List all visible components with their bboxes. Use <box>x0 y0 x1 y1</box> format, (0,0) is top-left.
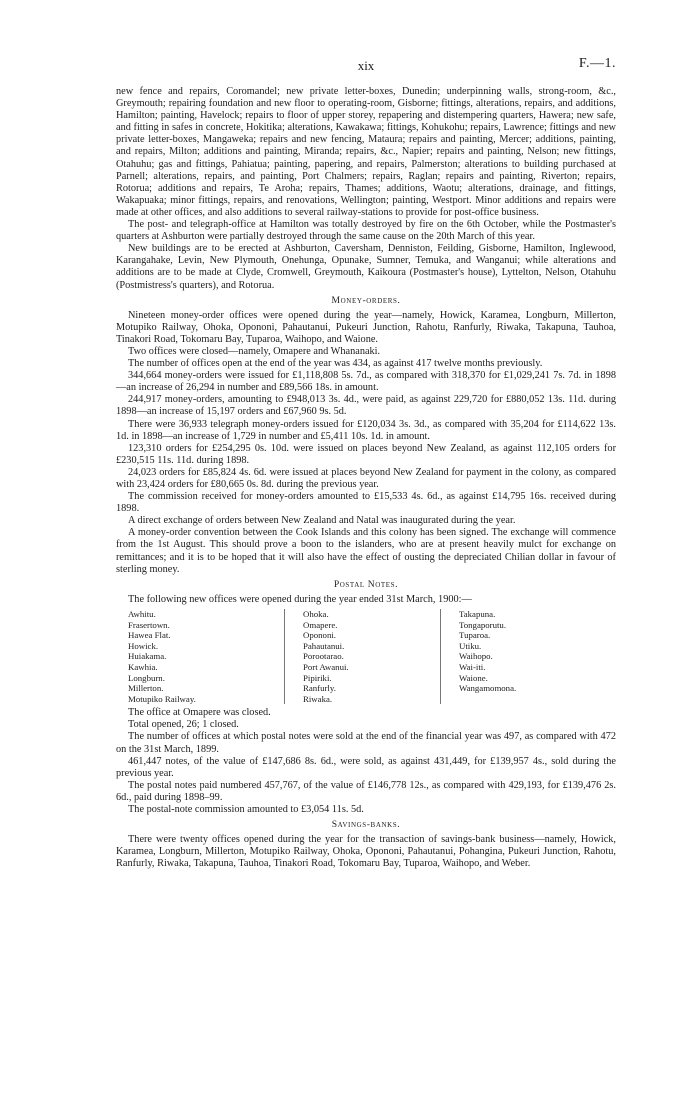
paragraph: The office at Omapere was closed. <box>128 707 271 719</box>
list-item: Utiku. <box>459 640 482 651</box>
section-heading: Money-orders. <box>331 294 401 306</box>
list-item: Frasertown. <box>128 619 170 630</box>
list-item: Ohoka. <box>303 608 329 619</box>
paragraph: Total opened, 26; 1 closed. <box>128 719 239 731</box>
paragraph: There were twenty offices opened during the year for the transaction of savings-bank business—namely, Howick, Karamea, Longburn, Millerton, Motupiko Railway, Ohoka, Opononi, Pahautanui, Pohangina, Pukeuri Junction, Rahotu, Ranfurly, Riwaka, Takapuna, Tauhoa, Tinakori Road, Tokomaru Bay, Tuparoa, Waihopo, and Weber. <box>116 834 616 870</box>
list-item: Wangamomona. <box>459 683 517 694</box>
list-item: Hawea Flat. <box>128 630 171 641</box>
list-item: Tuparoa. <box>459 630 491 641</box>
list-item: Port Awanui. <box>303 661 349 672</box>
list-item: Millerton. <box>128 683 164 694</box>
page-number: xix <box>357 58 375 73</box>
list-item: Waione. <box>459 672 488 683</box>
list-item: Riwaka. <box>303 693 333 704</box>
paragraph: new fence and repairs, Coromandel; new private letter-boxes, Dunedin; underpinning walls, strong-room, &c., Greymouth; repairing foundation and new floor to operating-room, Gisborne; fittings, alterations, repairs, and additions, Hamilton; painting, Havelock; repairs to floor of upper storey, repapering and distempering quarters, Hawera; new safe, and fitting in safes in concrete, Hokitika; alterations, Kawakawa; fittings, Kohukohu; repairs, Lawrence; fittings and new private letter-boxes, Mangaweka; repairs and new fencing, Mataura; repairs and painting, Mercer; additions, painting, and repairs, Milton; additions and painting, Miranda; repairs, &c., Napier; repairs and painting, Nelson; new fittings, Otahuhu; gas and fittings, Pahiatua; painting, papering, and repairs, Palmerston; alterations to building purchased at Parnell; alterations, repairs, and painting, Port Chalmers; repairs, Raglan; repairs and painting, Riverton; repairs, Rotorua; additions and repairs, Te Aroha; repairs, Thames; additions, Waotu; alterations, drainage, and fittings, Wakapuaka; minor fittings, repairs, and renovations, Wellington; painting, Westport. Minor additions and repairs were made at other offices, and also additions to several railway-stations to provide for post-office business. <box>116 86 616 218</box>
list-item: Longburn. <box>128 672 165 683</box>
paragraph: New buildings are to be erected at Ashburton, Caversham, Denniston, Feilding, Gisborne, Hamilton, Inglewood, Karangahake, Levin, New Plymouth, Onehunga, Opunake, Sumner, Temuka, and Wanganui; while alterations and additions are to be made at Clyde, Cromwell, Greymouth, Kaikoura (Postmaster's house), Lyttelton, Nelson, Otahuhu (Postmistress's quarters), and Rotorua. <box>116 243 616 291</box>
paragraph: The number of offices open at the end of the year was 434, as against 417 twelve months previously. <box>128 358 543 370</box>
list-item: Pahautanui. <box>303 640 345 651</box>
list-item: Tongaporutu. <box>459 619 507 630</box>
paragraph: 244,917 money-orders, amounting to £948,013 3s. 4d., were paid, as against 229,720 for £880,052 13s. 11d. during 1898—an increase of 15,197 orders and £67,960 9s. 5d. <box>116 394 616 418</box>
list-item: Huiakama. <box>128 651 167 662</box>
list-item: Opononi. <box>303 630 336 641</box>
paragraph: The following new offices were opened during the year ended 31st March, 1900:— <box>128 593 472 605</box>
list-item: Waihopo. <box>459 651 493 662</box>
paragraph: 344,664 money-orders were issued for £1,118,808 5s. 7d., as compared with 318,370 for £1,029,241 7s. 7d. in 1898—an increase of 26,294 in number and £89,566 18s. in amount. <box>116 370 616 394</box>
paragraph: 24,023 orders for £85,824 4s. 6d. were issued at places beyond New Zealand for payment in the colony, as compared with 23,424 orders for £80,665 0s. 8d. during the previous year. <box>116 466 616 490</box>
list-item: Motupiko Railway. <box>128 693 196 704</box>
paragraph: A money-order convention between the Cook Islands and this colony has been signed. The exchange will commence from the 1st August. This should prove a boon to the islanders, who are at present heavily mulct for exchange on remittances; and it is to be hoped that it will also have the effect of ousting the depreciated Chilian dollar in favour of sterling money. <box>116 527 616 575</box>
page-header <box>116 58 616 80</box>
paragraph: The number of offices at which postal notes were sold at the end of the financial year was 497, as compared with 472 on the 31st March, 1899. <box>116 731 616 755</box>
list-item: Porootarao. <box>303 651 344 662</box>
paragraph: A direct exchange of orders between New Zealand and Natal was inaugurated during the year. <box>128 515 516 527</box>
list-item: Kawhia. <box>128 661 158 672</box>
list-item: Pipiriki. <box>303 672 332 683</box>
postal-notes-section <box>116 579 616 816</box>
paragraph: Nineteen money-order offices were opened during the year—namely, Howick, Karamea, Longburn, Millerton, Motupiko Railway, Ohoka, Opononi, Pahautanui, Pukeuri Junction, Rahotu, Ranfurly, Riwaka, Takapuna, Tauhoa, Tinakori Road, Tokomaru Bay, Tuparoa, Waihopo, and Waione. <box>116 309 616 345</box>
paragraph: The post- and telegraph-office at Hamilton was totally destroyed by fire on the 6th October, while the Postmaster's quarters at Ashburton were partially destroyed through the same cause on the 20th March of this year. <box>116 219 616 243</box>
office-list-table <box>128 609 596 704</box>
paragraph: 461,447 notes, of the value of £147,686 8s. 6d., were sold, as against 431,449, for £139,957 4s., sold during the previous year. <box>116 755 616 779</box>
list-item: Howick. <box>128 640 159 651</box>
paragraph: Two offices were closed—namely, Omapere and Whananaki. <box>128 345 381 357</box>
paragraph: The postal notes paid numbered 457,767, of the value of £146,778 12s., as compared with 429,193, for £139,476 2s. 6d., paid during 1898–99. <box>116 779 616 803</box>
section-heading: Savings-banks. <box>331 819 401 831</box>
section-heading: Postal Notes. <box>333 578 399 590</box>
paragraph: The commission received for money-orders amounted to £15,533 4s. 6d., as against £14,795 16s. received during 1898. <box>116 491 616 515</box>
list-item: Omapere. <box>303 619 338 630</box>
list-item: Ranfurly. <box>303 683 336 694</box>
intro-section <box>116 86 616 292</box>
paragraph: There were 36,933 telegraph money-orders issued for £120,034 3s. 3d., as compared with 35,204 for £114,622 13s. 1d. in 1898—an increase of 1,729 in number and £5,411 10s. 1d. in amount. <box>116 418 616 442</box>
office-list-column <box>440 609 596 704</box>
office-list-column <box>284 609 440 704</box>
paragraph: 123,310 orders for £254,295 0s. 10d. were issued on places beyond New Zealand, as against 112,105 orders for £230,515 11s. 11d. during 1898. <box>116 442 616 466</box>
list-item: Takapuna. <box>459 608 496 619</box>
document-reference: F.—1. <box>578 56 616 71</box>
list-item: Awhitu. <box>128 608 156 619</box>
money-orders-section <box>116 295 616 576</box>
paragraph: The postal-note commission amounted to £3,054 11s. 5d. <box>128 804 364 816</box>
savings-banks-section <box>116 819 616 870</box>
list-item: Wai-iti. <box>459 661 486 672</box>
office-list-column <box>128 609 284 704</box>
